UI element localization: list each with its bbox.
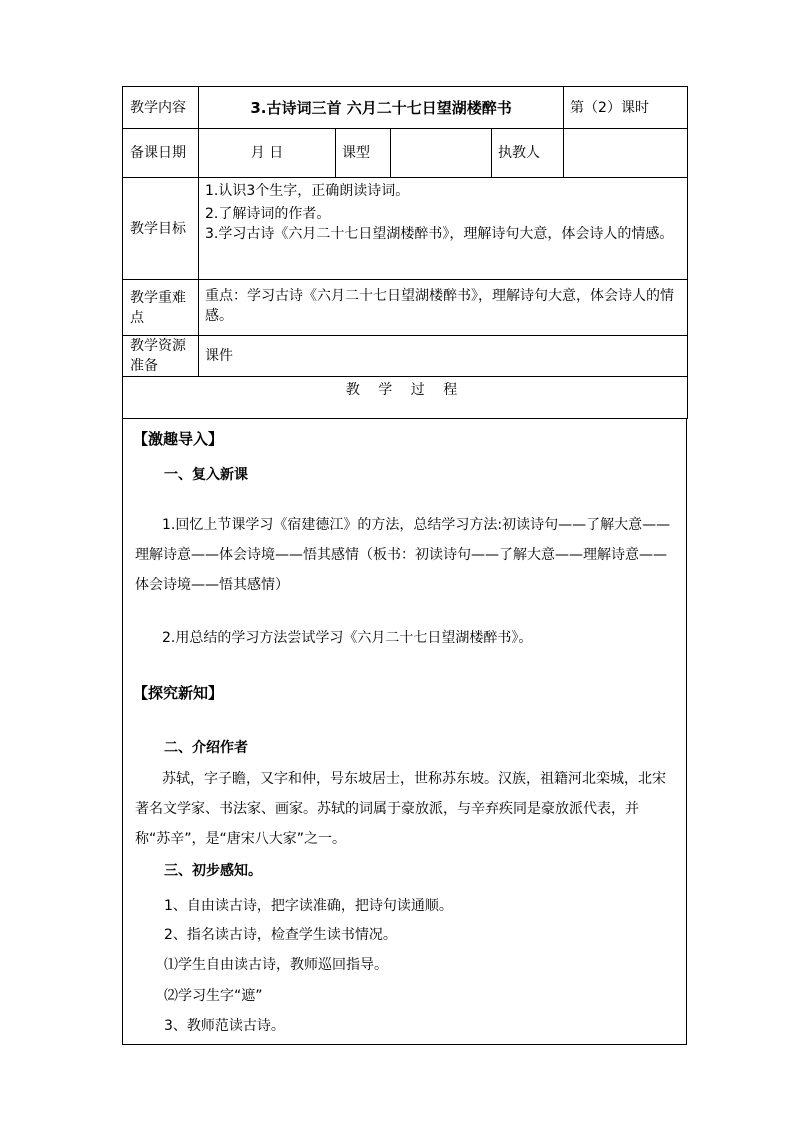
step-title-perception: 三、初步感知。 <box>164 863 262 879</box>
teacher-value <box>564 129 688 178</box>
goal-item: 1.认识3个生字，正确朗读诗词。 <box>205 183 410 199</box>
content-label: 教学内容 <box>123 87 199 129</box>
date-label: 备课日期 <box>123 129 199 178</box>
lesson-header-table <box>122 86 688 419</box>
section-heading-explore: 【探究新知】 <box>133 684 224 702</box>
perception-item: ⑴学生自由读古诗，教师巡回指导。 <box>164 957 388 973</box>
key-points: 重点：学习古诗《六月二十七日望湖楼醉书》，理解诗句大意，体会诗人的情感。 <box>199 280 688 336</box>
goals-cell <box>199 178 688 280</box>
step-title-author: 二、介绍作者 <box>164 740 248 756</box>
perception-item: 3、教师范读古诗。 <box>164 1018 285 1034</box>
type-value <box>391 129 492 178</box>
step-title-review: 一、复入新课 <box>164 467 248 483</box>
review-paragraph-2: 2.用总结的学习方法尝试学习《六月二十七日望湖楼醉书》。 <box>162 630 533 646</box>
process-heading: 教 学 过 程 <box>123 377 688 419</box>
review-paragraph-1: 1.回忆上节课学习《宿建德江》的方法，总结学习方法:初读诗句——了解大意——理解诗意——体会诗境——悟其感情（板书：初读诗句——了解大意——理解诗意——体会诗境——悟其感情） <box>135 517 671 593</box>
date-value: 月 日 <box>199 129 336 178</box>
type-label: 课型 <box>336 129 391 178</box>
goals-label: 教学目标 <box>123 178 199 280</box>
perception-item: ⑵学习生字“遮” <box>164 988 263 1004</box>
perception-item: 1、自由读古诗，把字读准确，把诗句读通顺。 <box>164 898 453 914</box>
process-body <box>122 418 687 1045</box>
section-heading-intro: 【激趣导入】 <box>133 430 224 448</box>
period-label: 第（2）课时 <box>564 87 688 129</box>
teacher-label: 执教人 <box>492 129 564 178</box>
resources-value: 课件 <box>199 336 688 377</box>
resources-label: 教学资源准备 <box>123 336 199 377</box>
goal-item: 3.学习古诗《六月二十七日望湖楼醉书》，理解诗句大意，体会诗人的情感。 <box>205 226 674 242</box>
lesson-title: 3.古诗词三首 六月二十七日望湖楼醉书 <box>199 87 564 129</box>
author-paragraph: 苏轼，字子瞻，又字和仲，号东坡居士，世称苏东坡。汉族，祖籍河北栾城，北宋著名文学家、书法家、画家。苏轼的词属于豪放派，与辛弃疾同是豪放派代表，并称“苏辛”，是“唐宋八大家”之一。 <box>135 771 666 847</box>
perception-item: 2、指名读古诗，检查学生读书情况。 <box>164 927 397 943</box>
goal-item: 2.了解诗词的作者。 <box>205 206 331 222</box>
key-points-label: 教学重难点 <box>123 280 199 336</box>
